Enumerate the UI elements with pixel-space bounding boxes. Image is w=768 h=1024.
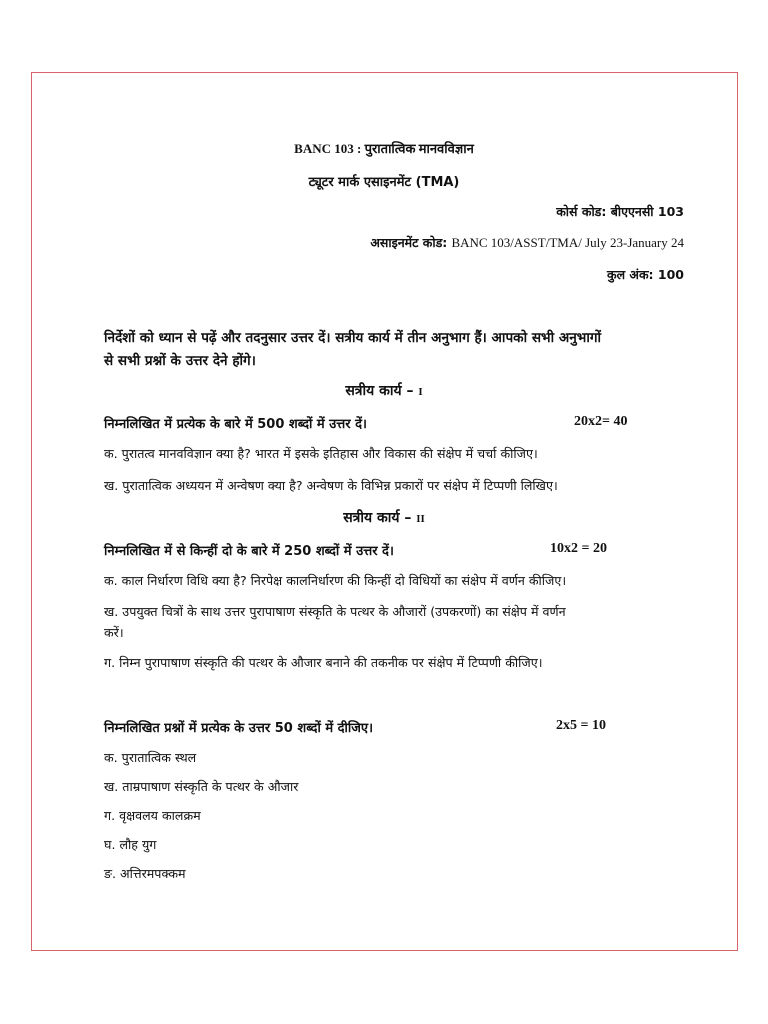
section-2-question-b-line-2: करें। (104, 625, 124, 640)
total-marks: कुल अंक: 100 (606, 267, 684, 282)
section-1-question-a: क. पुरातत्व मानवविज्ञान क्या है? भारत में इसके इतिहास और विकास की संक्षेप में चर्चा कीजिए। (104, 446, 538, 461)
section-2-question-c: ग. निम्न पुरापाषाण संस्कृति की पत्थर के औजार बनाने की तकनीक पर संक्षेप में टिप्पणी कीजिए। (104, 655, 543, 670)
document-subtitle: ट्यूटर मार्क एसाइनमेंट (TMA) (308, 175, 460, 190)
section-1-heading-text: सत्रीय कार्य – (345, 383, 414, 399)
assignment-code-label: असाइनमेंट कोड: (370, 235, 448, 250)
section-1-prompt: निम्नलिखित में प्रत्येक के बारे में 500 शब्दों में उत्तर दें। (104, 417, 367, 432)
section-1-heading-numeral: I (418, 386, 423, 398)
section-2-prompt: निम्नलिखित में से किन्हीं दो के बारे में 250 शब्दों में उत्तर दें। (104, 544, 394, 559)
section-2-heading-numeral: II (416, 513, 425, 525)
section-2-marks: 10x2 = 20 (550, 541, 607, 556)
section-2-heading-text: सत्रीय कार्य – (343, 510, 412, 526)
instructions-line-1: निर्देशों को ध्यान से पढ़ें और तदनुसार उत्तर दें। सत्रीय कार्य में तीन अनुभाग हैं। आपको सभी अनुभागों (104, 330, 602, 346)
assignment-code-value: BANC 103/ASST/TMA/ July 23-January 24 (451, 235, 684, 250)
section-2-question-a: क. काल निर्धारण विधि क्या है? निरपेक्ष कालनिर्धारण की किन्हीं दो विधियों का संक्षेप में वर्णन कीजिए। (104, 573, 567, 588)
section-3-item-d: घ. लौह युग (104, 837, 157, 852)
section-3-item-a: क. पुरातात्विक स्थल (104, 750, 197, 765)
section-3-prompt: निम्नलिखित प्रश्नों में प्रत्येक के उत्तर 50 शब्दों में दीजिए। (104, 721, 374, 736)
document-title (0, 139, 768, 157)
section-1-question-b: ख. पुरातात्विक अध्ययन में अन्वेषण क्या है? अन्वेषण के विभिन्न प्रकारों पर संक्षेप में टिप्पणी लिखिए। (104, 478, 558, 493)
section-3-item-e: ङ. अत्तिरमपक्कम (104, 866, 186, 881)
title-text: BANC 103 : पुरातात्विक मानवविज्ञान (294, 141, 474, 156)
section-3-item-c: ग. वृक्षवलय कालक्रम (104, 808, 201, 823)
section-1-marks: 20x2= 40 (574, 414, 628, 429)
course-code: कोर्स कोड: बीएएनसी 103 (556, 204, 684, 219)
section-2-heading (0, 508, 768, 527)
section-1-heading (0, 381, 768, 400)
section-3-item-b: ख. ताम्रपाषाण संस्कृति के पत्थर के औजार (104, 779, 299, 794)
instructions-line-2: से सभी प्रश्नों के उत्तर देने होंगे। (104, 353, 256, 369)
section-2-question-b-line-1: ख. उपयुक्त चित्रों के साथ उत्तर पुरापाषाण संस्कृति के पत्थर के औजारों (उपकरणों) का संक्षेप में वर्णन (104, 604, 566, 619)
assignment-code (370, 234, 684, 251)
section-3-marks: 2x5 = 10 (556, 718, 606, 733)
